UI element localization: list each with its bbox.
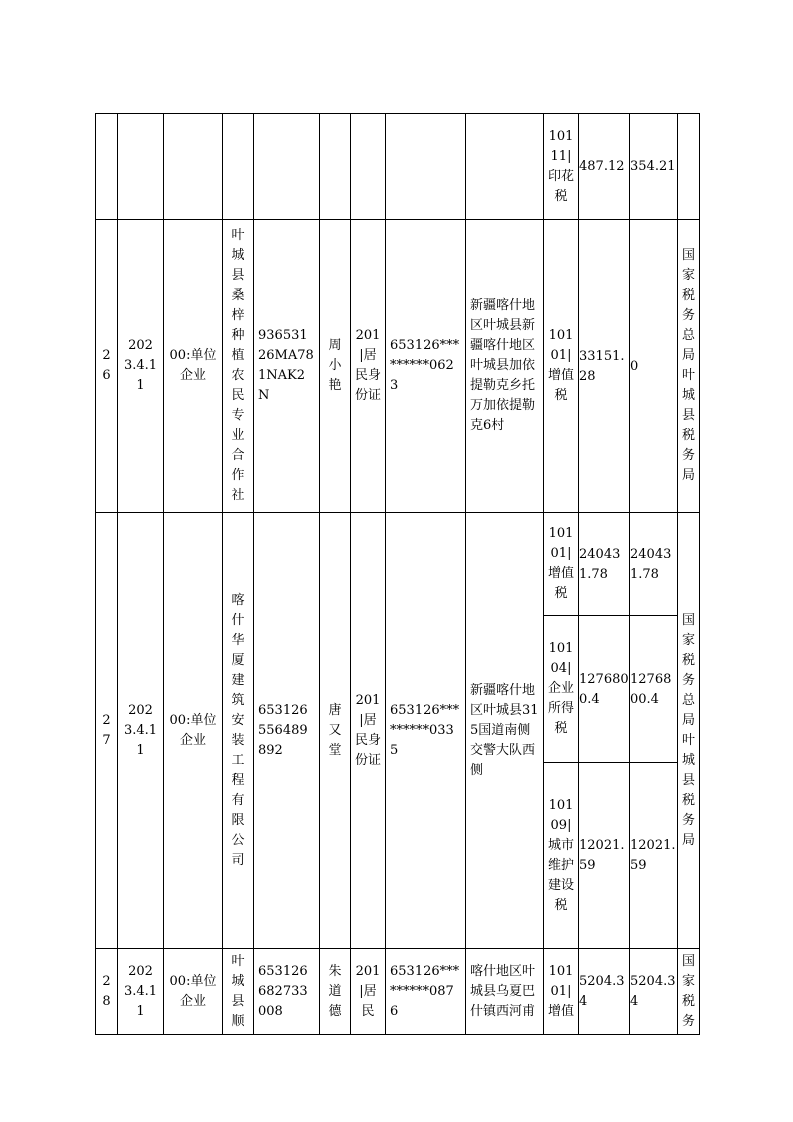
id-number-cell: 653126*********0623 bbox=[386, 220, 466, 513]
row-number: 27 bbox=[96, 513, 118, 949]
tax-authority-cell bbox=[678, 114, 700, 220]
legal-person-cell: 朱道德 bbox=[320, 949, 351, 1035]
table-row bbox=[96, 513, 700, 616]
date-cell: 2023.4.11 bbox=[118, 949, 164, 1035]
table-row bbox=[96, 220, 700, 513]
id-type-cell: 201|居民 bbox=[351, 949, 386, 1035]
address-cell: 新疆喀什地区叶城县315国道南侧交警大队西侧 bbox=[466, 513, 544, 949]
id-number-cell: 653126*********0876 bbox=[386, 949, 466, 1035]
tax-owed-cell: 1276800.4 bbox=[630, 616, 678, 763]
tax-amount-cell: 487.12 bbox=[579, 114, 630, 220]
row-number bbox=[96, 114, 118, 220]
tax-item-cell: 10111|印花税 bbox=[544, 114, 579, 220]
credit-code-cell bbox=[254, 114, 320, 220]
taxpayer-type-cell: 00:单位企业 bbox=[164, 513, 223, 949]
tax-authority-cell: 国家税务 bbox=[678, 949, 700, 1035]
taxpayer-type-cell: 00:单位企业 bbox=[164, 220, 223, 513]
date-cell: 2023.4.11 bbox=[118, 513, 164, 949]
date-cell bbox=[118, 114, 164, 220]
table-row bbox=[96, 949, 700, 1035]
tax-item-cell: 10104|企业所得税 bbox=[544, 616, 579, 763]
tax-item-cell: 10101|增值税 bbox=[544, 220, 579, 513]
tax-authority-cell: 国家税务总局叶城县税务局 bbox=[678, 513, 700, 949]
tax-amount-cell: 33151.28 bbox=[579, 220, 630, 513]
date-cell: 2023.4.11 bbox=[118, 220, 164, 513]
table-row bbox=[96, 114, 700, 220]
tax-amount-cell: 1276800.4 bbox=[579, 616, 630, 763]
tax-amount-cell: 12021.59 bbox=[579, 763, 630, 949]
address-cell: 喀什地区叶城县乌夏巴什镇西河甫 bbox=[466, 949, 544, 1035]
legal-person-cell: 周小艳 bbox=[320, 220, 351, 513]
row-number: 28 bbox=[96, 949, 118, 1035]
tax-amount-cell: 240431.78 bbox=[579, 513, 630, 616]
tax-owed-cell: 354.21 bbox=[630, 114, 678, 220]
taxpayer-name-cell bbox=[223, 114, 254, 220]
legal-person-cell bbox=[320, 114, 351, 220]
taxpayer-name-cell: 叶城县顺 bbox=[223, 949, 254, 1035]
id-type-cell: 201|居民身份证 bbox=[351, 513, 386, 949]
taxpayer-type-cell bbox=[164, 114, 223, 220]
tax-item-cell: 10101|增值 bbox=[544, 949, 579, 1035]
credit-code-cell: 653126682733008 bbox=[254, 949, 320, 1035]
tax-amount-cell: 5204.34 bbox=[579, 949, 630, 1035]
legal-person-cell: 唐又堂 bbox=[320, 513, 351, 949]
tax-record-table bbox=[95, 113, 700, 1035]
id-number-cell bbox=[386, 114, 466, 220]
credit-code-cell: 93653126MA781NAK2N bbox=[254, 220, 320, 513]
tax-authority-cell: 国家税务总局叶城县税务局 bbox=[678, 220, 700, 513]
address-cell: 新疆喀什地区叶城县新疆喀什地区叶城县加依提勒克乡托万加依提勒克6村 bbox=[466, 220, 544, 513]
taxpayer-name-cell: 叶城县桑梓种植农民专业合作社 bbox=[223, 220, 254, 513]
tax-item-cell: 10109|城市维护建设税 bbox=[544, 763, 579, 949]
id-type-cell: 201|居民身份证 bbox=[351, 220, 386, 513]
tax-owed-cell: 12021.59 bbox=[630, 763, 678, 949]
tax-owed-cell: 240431.78 bbox=[630, 513, 678, 616]
tax-item-cell: 10101|增值税 bbox=[544, 513, 579, 616]
credit-code-cell: 653126556489892 bbox=[254, 513, 320, 949]
tax-owed-cell: 5204.34 bbox=[630, 949, 678, 1035]
address-cell bbox=[466, 114, 544, 220]
taxpayer-type-cell: 00:单位企业 bbox=[164, 949, 223, 1035]
table-body bbox=[96, 114, 700, 1035]
taxpayer-name-cell: 喀什华厦建筑安装工程有限公司 bbox=[223, 513, 254, 949]
tax-owed-cell: 0 bbox=[630, 220, 678, 513]
row-number: 26 bbox=[96, 220, 118, 513]
id-number-cell: 653126*********0335 bbox=[386, 513, 466, 949]
id-type-cell bbox=[351, 114, 386, 220]
